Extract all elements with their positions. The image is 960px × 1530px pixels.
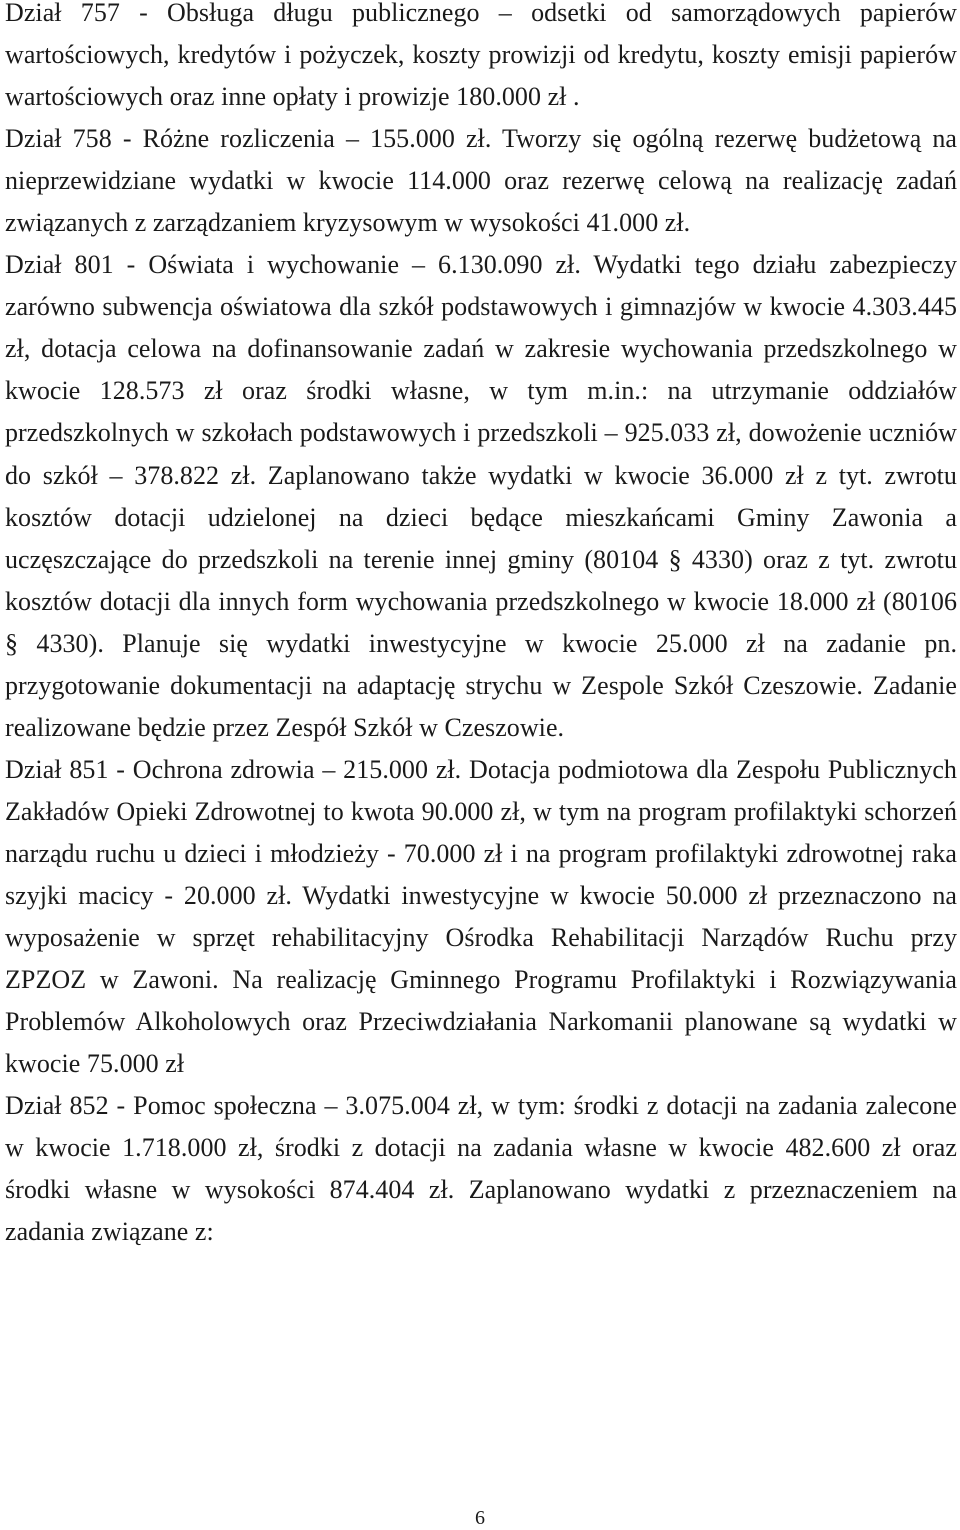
page-number: 6 [475,1507,485,1529]
paragraph-dzial-757: Dział 757 - Obsługa długu publicznego – odsetki od samorządowych papierów wartościowych, kredytów i pożyczek, koszty prowizji od kredytu, koszty emisji papierów wartościowych oraz inne opłaty i prowizje 180.000 zł . [5,0,957,112]
paragraph-dzial-758: Dział 758 - Różne rozliczenia – 155.000 zł. Tworzy się ogólną rezerwę budżetową na nieprzewidziane wydatki w kwocie 114.000 oraz rezerwę celową na realizację zadań związanych z zarządzaniem kryzysowym w wysokości 41.000 zł. [5,124,957,238]
paragraph-dzial-851: Dział 851 - Ochrona zdrowia – 215.000 zł. Dotacja podmiotowa dla Zespołu Publicznych Zakładów Opieki Zdrowotnej to kwota 90.000 zł, w tym na program profilaktyki schorzeń narządu ruchu u dzieci i młodzieży - 70.000 zł i na program profilaktyki zdrowotnej raka szyjki macicy - 20.000 zł. Wydatki inwestycyjne w kwocie 50.000 zł przeznaczono na wyposażenie w sprzęt rehabilitacyjny Ośrodka Rehabilitacji Narządów Ruchu przy ZPZOZ w Zawoni. Na realizację Gminnego Programu Profilaktyki i Rozwiązywania Problemów Alkoholowych oraz Przeciwdziałania Narkomanii planowane są wydatki w kwocie 75.000 zł [5,754,957,1079]
document-body [5,0,957,1253]
paragraph-dzial-852: Dział 852 - Pomoc społeczna – 3.075.004 zł, w tym: środki z dotacji na zadania zalecone w kwocie 1.718.000 zł, środki z dotacji na zadania własne w kwocie 482.600 zł oraz środki własne w wysokości 874.404 zł. Zaplanowano wydatki z przeznaczeniem na zadania związane z: [5,1091,957,1247]
paragraph-dzial-801: Dział 801 - Oświata i wychowanie – 6.130.090 zł. Wydatki tego działu zabezpieczy zarówno subwencja oświatowa dla szkół podstawowych i gimnazjów w kwocie 4.303.445 zł, dotacja celowa na dofinansowanie zadań w zakresie wychowania przedszkolnego w kwocie 128.573 zł oraz środki własne, w tym m.in.: na utrzymanie oddziałów przedszkolnych w szkołach podstawowych i przedszkoli – 925.033 zł, dowożenie uczniów do szkół – 378.822 zł. Zaplanowano także wydatki w kwocie 36.000 zł z tyt. zwrotu kosztów dotacji udzielonej na dzieci będące mieszkańcami Gminy Zawonia a uczęszczające do przedszkoli na terenie innej gminy (80104 § 4330) oraz z tyt. zwrotu kosztów dotacji dla innych form wychowania przedszkolnego w kwocie 18.000 zł (80106 § 4330). Planuje się wydatki inwestycyjne w kwocie 25.000 zł na zadanie pn. przygotowanie dokumentacji na adaptację strychu w Zespole Szkół Czeszowie. Zadanie realizowane będzie przez Zespół Szkół w Czeszowie. [5,250,957,742]
